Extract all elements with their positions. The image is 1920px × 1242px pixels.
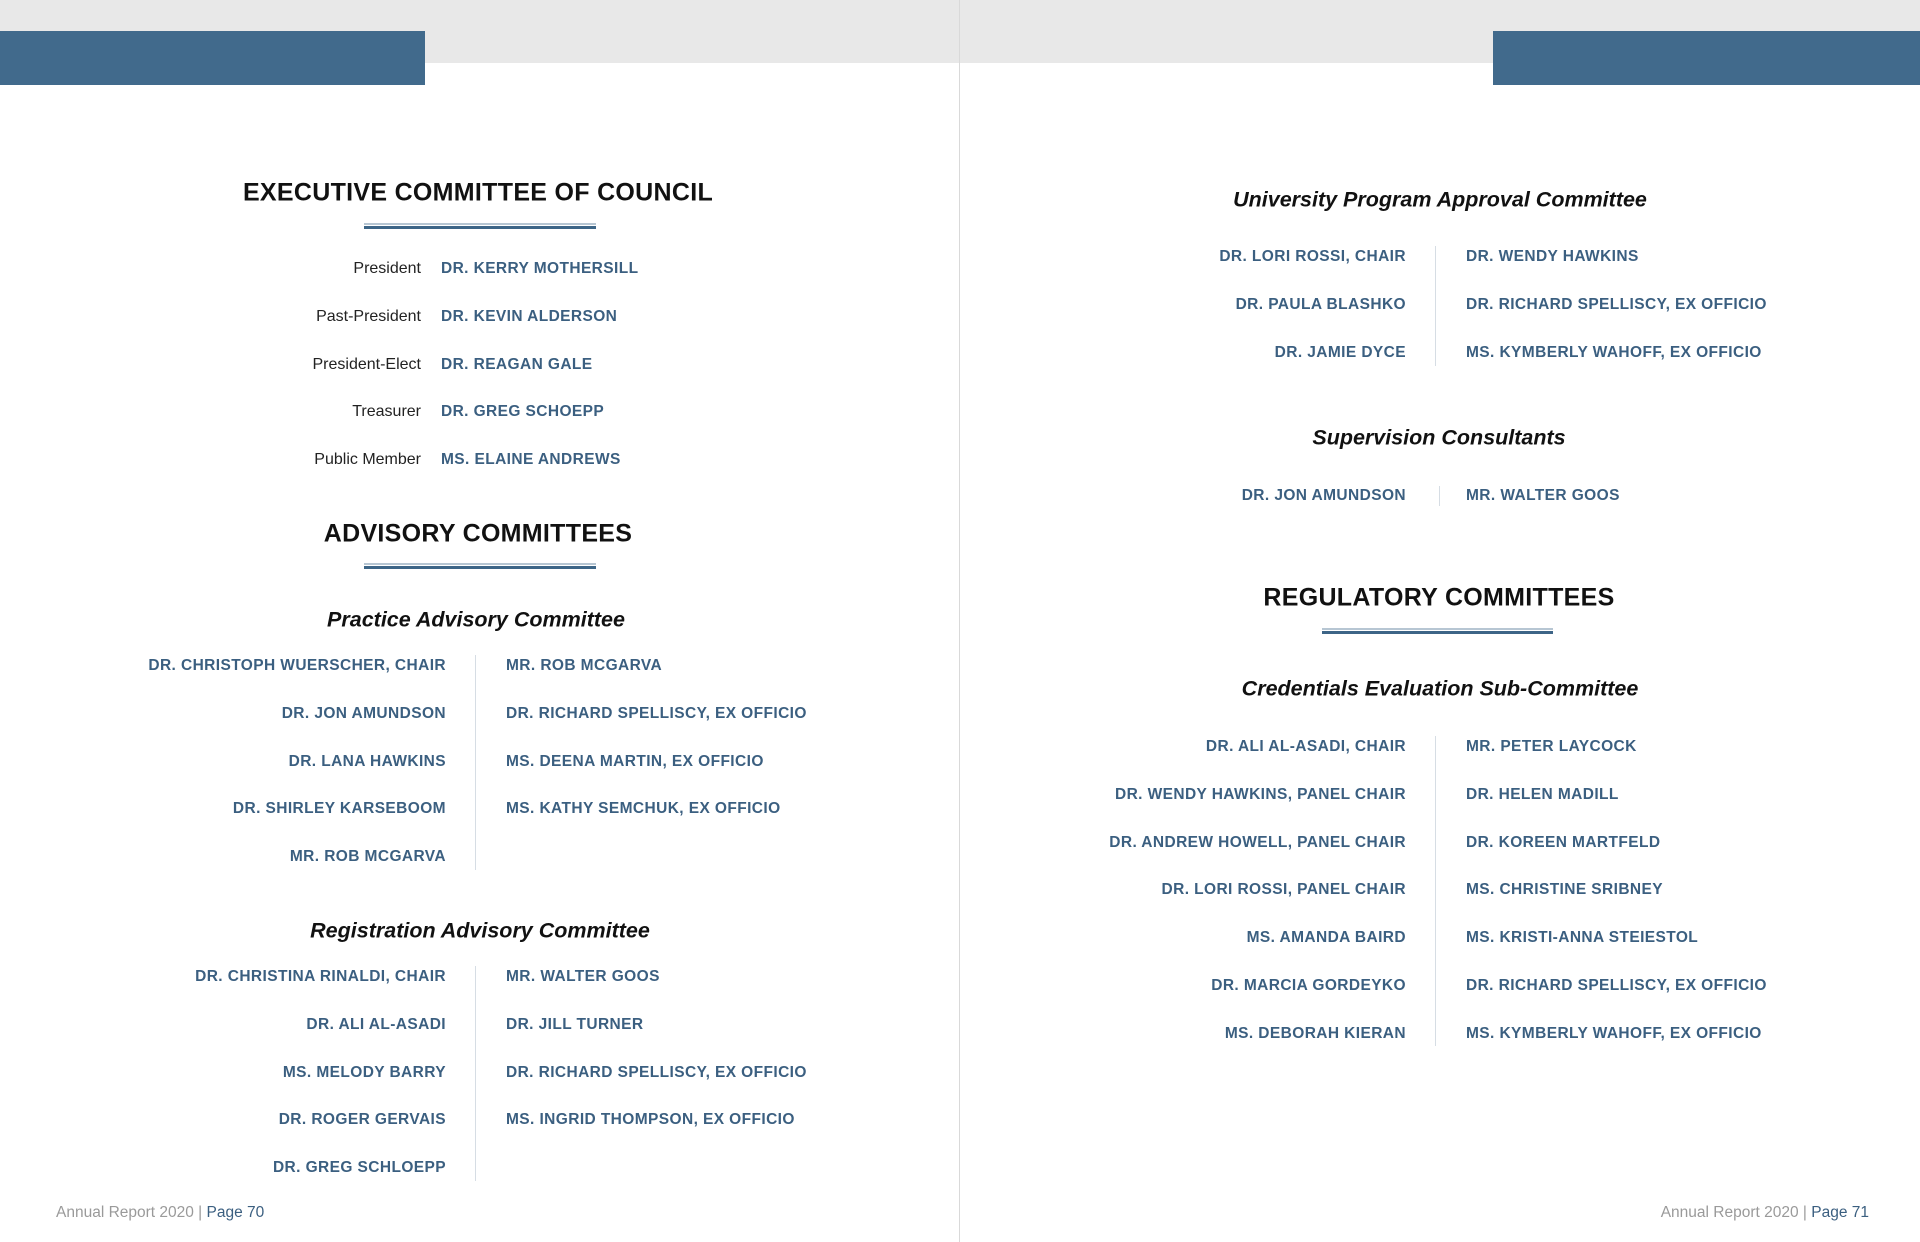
heading-underline	[364, 223, 596, 230]
regulatory-committees-heading: REGULATORY COMMITTEES	[1263, 583, 1615, 612]
member-name: MS. MELODY BARRY	[282, 1063, 446, 1081]
member-name: DR. MARCIA GORDEYKO	[1211, 976, 1406, 994]
accent-bar-right	[1493, 31, 1920, 85]
member-name: MR. WALTER GOOS	[506, 968, 660, 985]
member-name: DR. RICHARD SPELLISCY, EX OFFICIO	[1466, 295, 1767, 313]
role-label: President-Elect	[312, 355, 421, 373]
column-divider	[475, 655, 476, 870]
footer-left	[56, 1204, 264, 1222]
member-name: MR. ROB MCGARVA	[289, 848, 446, 865]
footer-report-label: Annual Report 2020 |	[1660, 1204, 1812, 1221]
member-name: DR. WENDY HAWKINS	[1466, 248, 1639, 265]
member-name: DR. LANA HAWKINS	[288, 752, 446, 770]
member-name: MS. INGRID THOMPSON, EX OFFICIO	[506, 1111, 795, 1129]
member-name: MS. DEENA MARTIN, EX OFFICIO	[506, 752, 764, 770]
member-name: DR. LORI ROSSI, CHAIR	[1219, 248, 1406, 265]
role-label: Past-President	[316, 307, 421, 325]
member-name: MS. KRISTI-ANNA STEIESTOL	[1466, 929, 1699, 946]
column-divider	[1435, 246, 1436, 366]
member-name: DR. ALI AL-ASADI	[306, 1015, 446, 1033]
member-name: DR. JAMIE DYCE	[1274, 343, 1406, 361]
member-name: DR. CHRISTINA RINALDI, CHAIR	[195, 968, 446, 985]
column-divider	[1439, 486, 1440, 506]
member-name: DR. GREG SCHLOEPP	[272, 1159, 446, 1176]
role-label: Public Member	[314, 451, 421, 468]
member-name: MR. PETER LAYCOCK	[1466, 738, 1637, 755]
member-name: DR. RICHARD SPELLISCY, EX OFFICIO	[1466, 976, 1767, 994]
credentials-evaluation-heading: Credentials Evaluation Sub-Committee	[1241, 676, 1639, 701]
member-name: DR. ROGER GERVAIS	[278, 1111, 446, 1129]
supervision-consultants-heading: Supervision Consultants	[1312, 425, 1566, 450]
column-divider	[1435, 736, 1436, 1046]
member-name: DR. HELEN MADILL	[1466, 785, 1619, 803]
member-name: DR. RICHARD SPELLISCY, EX OFFICIO	[506, 1063, 807, 1081]
member-name: MS. DEBORAH KIERAN	[1224, 1024, 1406, 1042]
member-name: MS. KYMBERLY WAHOFF, EX OFFICIO	[1466, 1024, 1762, 1042]
footer-report-label: Annual Report 2020 |	[56, 1204, 207, 1221]
accent-bar-left	[0, 31, 425, 85]
member-name: MS. KYMBERLY WAHOFF, EX OFFICIO	[1466, 343, 1762, 361]
page-number: Page 71	[1811, 1204, 1869, 1221]
member-name: DR. REAGAN GALE	[441, 355, 593, 373]
member-name: DR. WENDY HAWKINS, PANEL CHAIR	[1114, 785, 1406, 803]
practice-advisory-heading: Practice Advisory Committee	[327, 607, 625, 632]
member-name: DR. CHRISTOPH WUERSCHER, CHAIR	[148, 657, 446, 674]
member-name: MR. ROB MCGARVA	[506, 657, 663, 674]
heading-underline	[1322, 628, 1553, 635]
member-name: DR. JON AMUNDSON	[281, 704, 446, 722]
member-name: MR. WALTER GOOS	[1466, 487, 1620, 504]
member-name: DR. GREG SCHOEPP	[441, 403, 605, 421]
member-name: DR. JILL TURNER	[506, 1015, 644, 1033]
page-gutter	[959, 0, 960, 1242]
page-number: Page 70	[206, 1204, 265, 1221]
member-name: MS. CHRISTINE SRIBNEY	[1466, 881, 1664, 899]
member-name: MS. KATHY SEMCHUK, EX OFFICIO	[506, 800, 781, 818]
role-label: President	[353, 260, 421, 277]
advisory-committees-heading: ADVISORY COMMITTEES	[323, 519, 633, 548]
member-name: DR. JON AMUNDSON	[1241, 487, 1406, 504]
university-program-heading: University Program Approval Committee	[1233, 187, 1647, 212]
member-name: DR. RICHARD SPELLISCY, EX OFFICIO	[506, 704, 807, 722]
member-name: DR. LORI ROSSI, PANEL CHAIR	[1161, 881, 1406, 899]
member-name: DR. KOREEN MARTFELD	[1466, 833, 1661, 851]
member-name: DR. ALI AL-ASADI, CHAIR	[1205, 738, 1406, 755]
member-name: DR. KEVIN ALDERSON	[441, 307, 618, 325]
member-name: MS. AMANDA BAIRD	[1246, 929, 1406, 946]
member-name: DR. KERRY MOTHERSILL	[441, 260, 639, 277]
heading-underline	[364, 563, 596, 570]
member-name: DR. SHIRLEY KARSEBOOM	[232, 800, 446, 818]
member-name: DR. ANDREW HOWELL, PANEL CHAIR	[1109, 833, 1406, 851]
column-divider	[475, 966, 476, 1181]
role-label: Treasurer	[352, 403, 421, 421]
member-name: MS. ELAINE ANDREWS	[441, 451, 621, 468]
executive-committee-heading: EXECUTIVE COMMITTEE OF COUNCIL	[242, 178, 714, 207]
registration-advisory-heading: Registration Advisory Committee	[310, 918, 650, 943]
member-name: DR. PAULA BLASHKO	[1235, 295, 1406, 313]
footer-right	[1661, 1204, 1869, 1222]
